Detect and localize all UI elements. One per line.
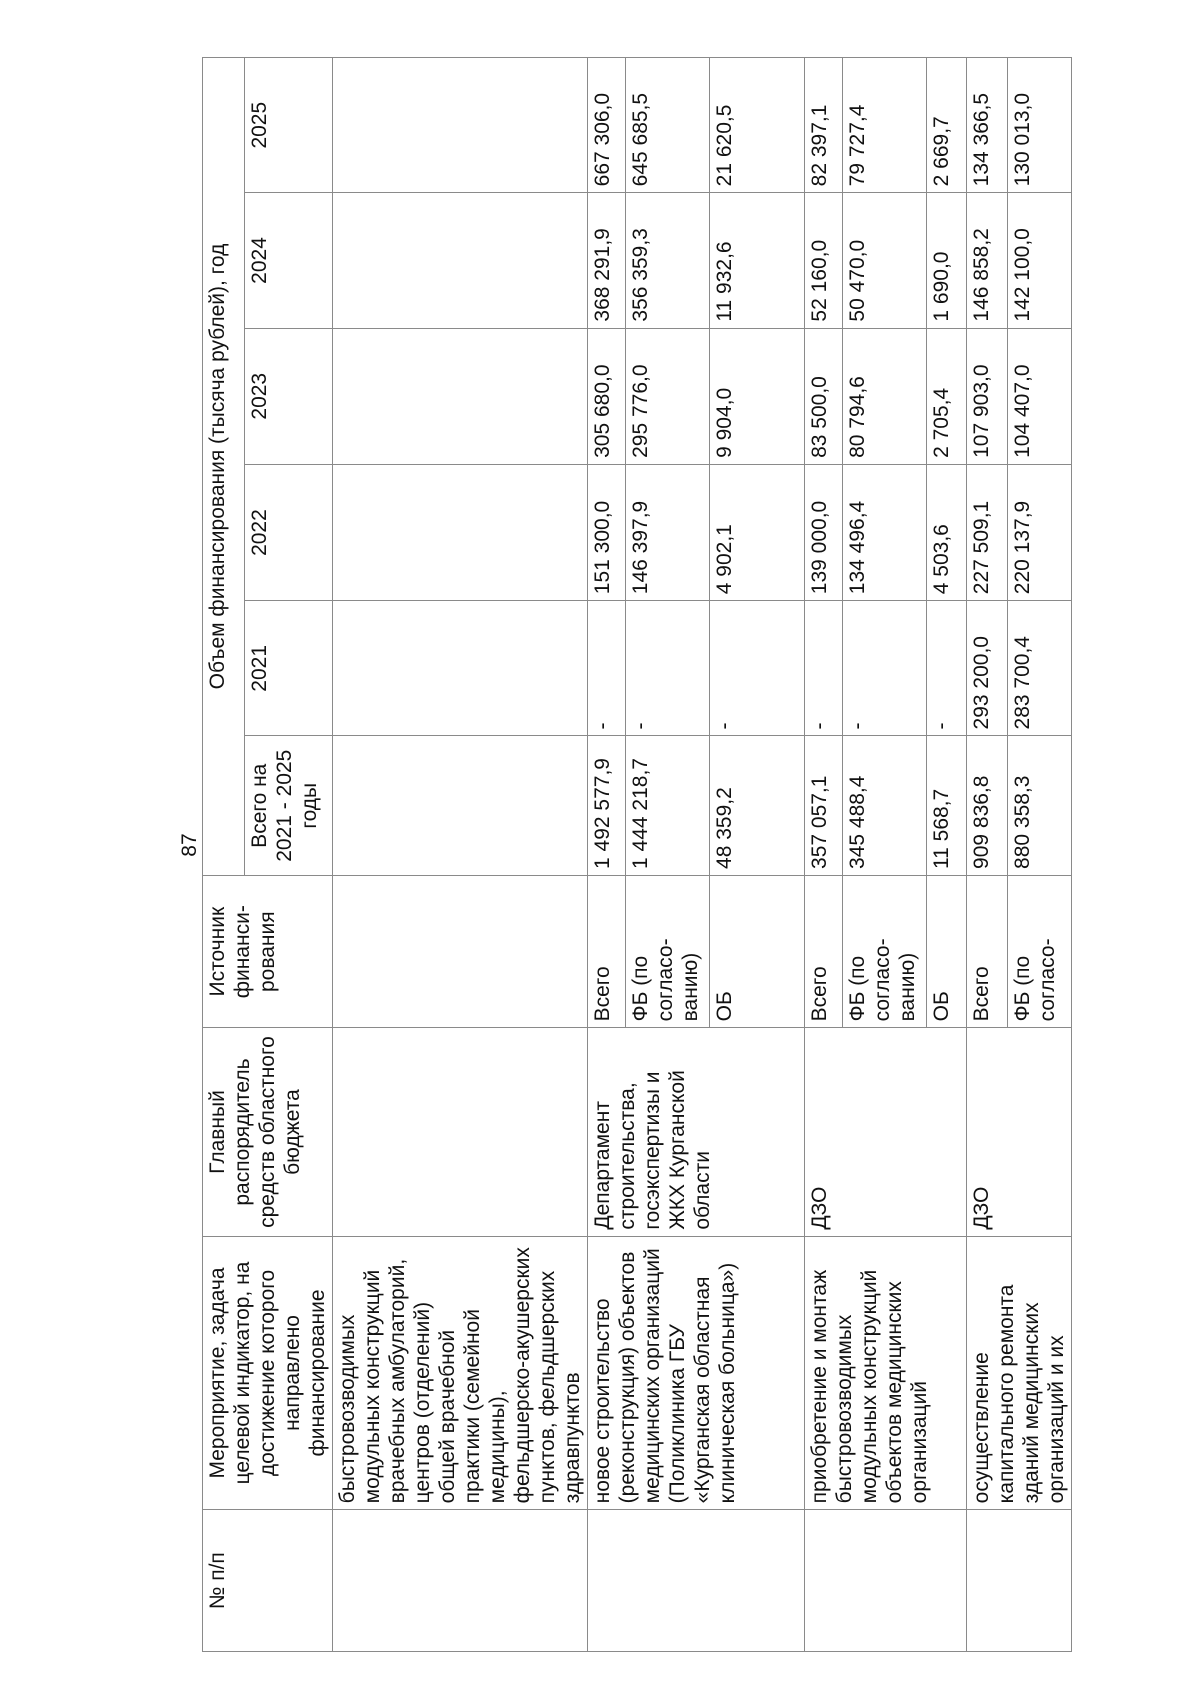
- page-number: 87: [178, 833, 201, 857]
- value-cell: 368 291,9: [588, 193, 626, 328]
- source-cell: ОБ: [710, 875, 805, 1027]
- value-cell: -: [710, 601, 805, 736]
- header-year-2023: 2023: [245, 328, 333, 464]
- value-cell: -: [626, 601, 710, 736]
- value-cell: 151 300,0: [588, 464, 626, 600]
- value-cell: -: [927, 601, 967, 736]
- value-cell: -: [588, 601, 626, 736]
- header-row-1: [203, 58, 245, 1652]
- value-cell: 82 397,1: [805, 58, 843, 193]
- measure-cell: осуществление капитального ремонта зданий медицинских организаций и их: [967, 1236, 1072, 1510]
- value-cell: 134 496,4: [843, 464, 927, 600]
- value-cell: 52 160,0: [805, 193, 843, 328]
- measure-cell: приобретение и монтаж быстровозводимых модульных конструкций объектов медицинских организаций: [805, 1236, 967, 1510]
- source-cell: ФБ (по согласо-ванию): [626, 875, 710, 1027]
- header-source: Источник финанси-рования: [203, 875, 333, 1027]
- value-cell: 83 500,0: [805, 328, 843, 464]
- value-cell: 1 690,0: [927, 193, 967, 328]
- value-cell: 130 013,0: [1007, 58, 1071, 193]
- header-num: № п/п: [203, 1510, 333, 1652]
- value-cell: [333, 58, 588, 193]
- total-cell: 1 492 577,9: [588, 736, 626, 876]
- value-cell: [333, 601, 588, 736]
- value-cell: 283 700,4: [1007, 601, 1071, 736]
- table-row: [805, 58, 843, 1652]
- manager-cell: [333, 1028, 588, 1236]
- value-cell: 146 858,2: [967, 193, 1008, 328]
- manager-cell: ДЗО: [967, 1028, 1072, 1236]
- header-volume: Объем финансирования (тысяча рублей), год: [203, 58, 245, 876]
- value-cell: 107 903,0: [967, 328, 1008, 464]
- value-cell: 134 366,5: [967, 58, 1008, 193]
- source-cell: Всего: [967, 875, 1008, 1027]
- value-cell: 645 685,5: [626, 58, 710, 193]
- value-cell: -: [805, 601, 843, 736]
- value-cell: -: [843, 601, 927, 736]
- value-cell: 2 705,4: [927, 328, 967, 464]
- value-cell: 11 932,6: [710, 193, 805, 328]
- header-year-2021: 2021: [245, 601, 333, 736]
- value-cell: 21 620,5: [710, 58, 805, 193]
- measure-cell: новое строительство (реконструкция) объектов медицинских организаций (Поликлиника ГБУ «Курганская областная клиническая больница»): [588, 1236, 805, 1510]
- value-cell: 2 669,7: [927, 58, 967, 193]
- manager-cell: ДЗО: [805, 1028, 967, 1236]
- header-measure: Мероприятие, задача целевой индикатор, на достижение которого направлено финансирование: [203, 1236, 333, 1510]
- row-num-cell: [967, 1510, 1072, 1652]
- value-cell: 4 902,1: [710, 464, 805, 600]
- source-cell: Всего: [805, 875, 843, 1027]
- value-cell: [333, 193, 588, 328]
- value-cell: 293 200,0: [967, 601, 1008, 736]
- value-cell: 139 000,0: [805, 464, 843, 600]
- value-cell: 667 306,0: [588, 58, 626, 193]
- table-row: [967, 58, 1008, 1652]
- manager-cell: Департамент строительства, госэкспертизы и ЖКХ Курганской области: [588, 1028, 805, 1236]
- row-num-cell: [805, 1510, 967, 1652]
- source-cell: [333, 875, 588, 1027]
- value-cell: 220 137,9: [1007, 464, 1071, 600]
- total-cell: 345 488,4: [843, 736, 927, 876]
- total-cell: 48 359,2: [710, 736, 805, 876]
- value-cell: 227 509,1: [967, 464, 1008, 600]
- value-cell: 80 794,6: [843, 328, 927, 464]
- header-year-2024: 2024: [245, 193, 333, 328]
- value-cell: 146 397,9: [626, 464, 710, 600]
- total-cell: 1 444 218,7: [626, 736, 710, 876]
- source-cell: ФБ (по согласо-: [1007, 875, 1071, 1027]
- row-num-cell: [588, 1510, 805, 1652]
- source-cell: ОБ: [927, 875, 967, 1027]
- value-cell: 356 359,3: [626, 193, 710, 328]
- header-year-2025: 2025: [245, 58, 333, 193]
- row-num-cell: [333, 1510, 588, 1652]
- value-cell: [333, 464, 588, 600]
- total-cell: 880 358,3: [1007, 736, 1071, 876]
- value-cell: [333, 328, 588, 464]
- value-cell: 104 407,0: [1007, 328, 1071, 464]
- total-cell: 357 057,1: [805, 736, 843, 876]
- value-cell: 4 503,6: [927, 464, 967, 600]
- value-cell: 142 100,0: [1007, 193, 1071, 328]
- total-cell: 11 568,7: [927, 736, 967, 876]
- rotated-table-wrapper: [202, 57, 1127, 1652]
- value-cell: 295 776,0: [626, 328, 710, 464]
- value-cell: 9 904,0: [710, 328, 805, 464]
- header-manager: Главный распорядитель средств областного бюджета: [203, 1028, 333, 1236]
- table-row: [588, 58, 626, 1652]
- value-cell: 79 727,4: [843, 58, 927, 193]
- source-cell: ФБ (по согласо-ванию): [843, 875, 927, 1027]
- value-cell: [333, 736, 588, 876]
- header-year-2022: 2022: [245, 464, 333, 600]
- financing-table: [202, 57, 1072, 1652]
- total-cell: 909 836,8: [967, 736, 1008, 876]
- table-row: [333, 58, 588, 1652]
- value-cell: 305 680,0: [588, 328, 626, 464]
- header-total: Всего на 2021 - 2025 годы: [245, 736, 333, 876]
- source-cell: Всего: [588, 875, 626, 1027]
- measure-cell: быстровозводимых модульных конструкций врачебных амбулаторий, центров (отделений) общей врачебной практики (семейной медицины), фельдшерско-акушерских пунктов, фельдшерских здравпунктов: [333, 1236, 588, 1510]
- value-cell: 50 470,0: [843, 193, 927, 328]
